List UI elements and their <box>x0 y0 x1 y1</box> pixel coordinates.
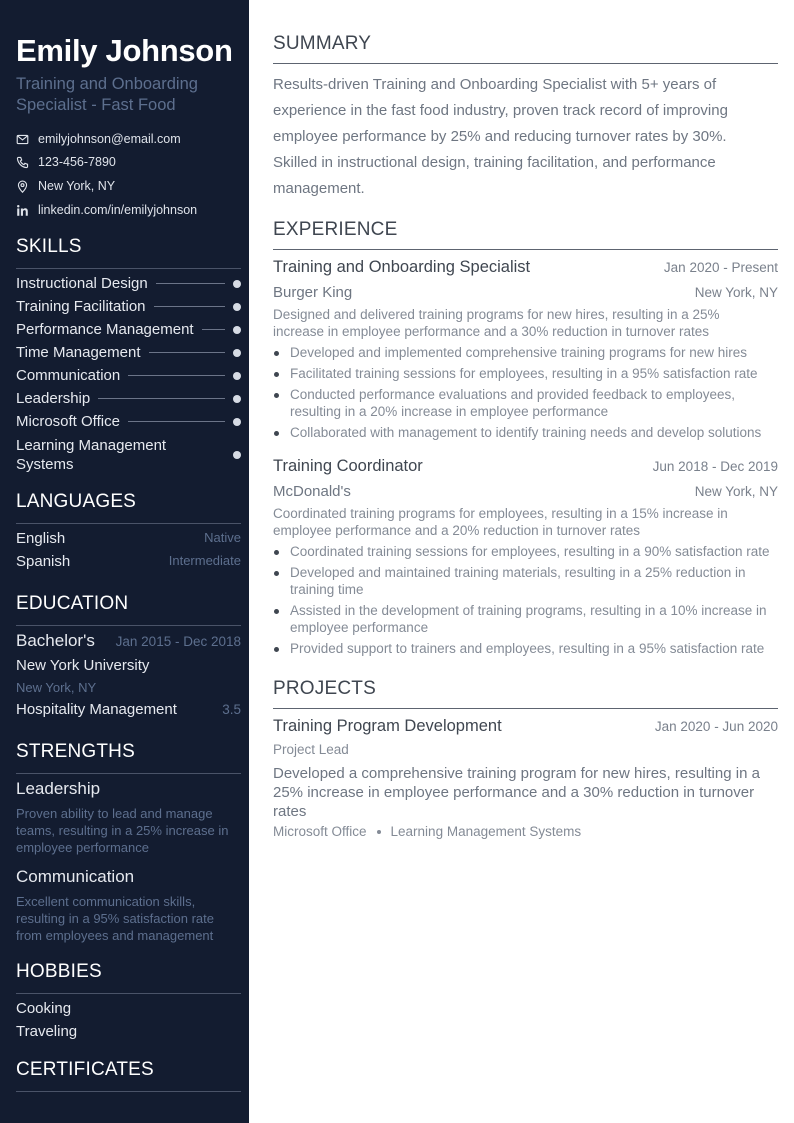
hobbies-heading: HOBBIES <box>16 961 241 994</box>
candidate-name: Emily Johnson <box>16 33 233 68</box>
job-bullet: Developed and implemented comprehensive training programs for new hires <box>273 344 778 361</box>
job-bullet: Provided support to trainers and employees, resulting in a 95% satisfaction rate <box>273 640 778 657</box>
education-degree: Bachelor's <box>16 631 95 650</box>
project-tool: Learning Management Systems <box>390 824 582 839</box>
job-description: Coordinated training programs for employees, resulting in a 15% increase in employee performance and a 20% reduction in turnover rates <box>273 506 728 538</box>
education-field-row <box>16 701 241 718</box>
project-description: Developed a comprehensive training program for new hires, resulting in a 25% increase in employee performance and a 30% reduction in turnover rates <box>273 765 760 820</box>
skills-heading: SKILLS <box>16 236 241 269</box>
linkedin-icon <box>16 204 29 217</box>
job-bullet: Facilitated training sessions for employees, resulting in a 95% satisfaction rate <box>273 365 778 382</box>
skill-divider <box>98 398 225 399</box>
skill-label: Leadership <box>16 390 91 407</box>
skill-divider <box>128 375 225 376</box>
experience-heading: EXPERIENCE <box>273 219 778 250</box>
phone-icon <box>16 156 29 169</box>
education-location-row <box>16 680 241 695</box>
skill-item <box>16 367 241 384</box>
skill-item <box>16 321 241 338</box>
education-degree-row <box>16 631 241 651</box>
education-gpa: 3.5 <box>222 702 241 717</box>
skill-label: Instructional Design <box>16 275 148 292</box>
strength-title: Leadership <box>16 779 101 798</box>
contact-location-text: New York, NY <box>38 179 116 193</box>
language-name: Spanish <box>16 553 71 570</box>
summary-text: Results-driven Training and Onboarding Specialist with 5+ years of experience in the fast food industry, proven track record of improving employee performance by 25% and reducing turnover rates by 30%. Skilled in instructional design, training facilitation, and performance management. <box>273 76 728 197</box>
job-bullet: Assisted in the development of training programs, resulting in a 10% increase in employee performance <box>273 602 778 636</box>
strength-desc: Excellent communication skills, resulting in a 95% satisfaction rate from employees and management <box>16 894 214 943</box>
job-role: Training and Onboarding Specialist <box>273 258 531 276</box>
project-header <box>273 717 778 736</box>
hobby-item: Traveling <box>16 1023 78 1040</box>
skill-item <box>16 436 241 474</box>
certificates-heading: CERTIFICATES <box>16 1059 241 1092</box>
job-company-row <box>273 483 778 500</box>
skill-divider <box>149 352 226 353</box>
job-bullet: Coordinated training sessions for employees, resulting in a 90% satisfaction rate <box>273 543 778 560</box>
job-role: Training Coordinator <box>273 457 423 475</box>
skill-divider <box>194 455 225 456</box>
contact-phone-text: 123-456-7890 <box>38 155 116 169</box>
project-tool: Microsoft Office <box>273 824 367 839</box>
job-bullets <box>273 543 778 661</box>
summary-heading: SUMMARY <box>273 33 778 64</box>
job-description: Designed and delivered training programs for new hires, resulting in a 25% increase in employee performance and a 30% reduction in turnover rates <box>273 307 720 339</box>
contact-email[interactable] <box>16 132 181 146</box>
language-row <box>16 530 241 547</box>
skill-divider <box>154 306 226 307</box>
skill-item <box>16 390 241 407</box>
skill-divider <box>128 421 225 422</box>
project-dates: Jan 2020 - Jun 2020 <box>654 719 778 734</box>
job-header <box>273 258 778 277</box>
skill-level-dot <box>233 418 241 426</box>
skill-item <box>16 413 241 430</box>
skill-label: Performance Management <box>16 321 194 338</box>
skill-level-dot <box>233 280 241 288</box>
location-pin-icon <box>16 180 29 193</box>
skill-item <box>16 275 241 292</box>
skill-divider <box>156 283 225 284</box>
skill-level-dot <box>233 372 241 380</box>
education-school-row <box>16 657 241 674</box>
skill-level-dot <box>233 303 241 311</box>
skill-level-dot <box>233 451 241 459</box>
skill-label: Microsoft Office <box>16 413 120 430</box>
strength-desc: Proven ability to lead and manage teams, resulting in a 25% increase in employee performance <box>16 806 229 855</box>
job-company: Burger King <box>273 284 353 301</box>
contact-location <box>16 179 115 193</box>
skill-label: Time Management <box>16 344 141 361</box>
strength-title: Communication <box>16 867 135 886</box>
skill-divider <box>202 329 225 330</box>
contact-linkedin[interactable] <box>16 203 197 217</box>
language-level: Intermediate <box>168 553 241 568</box>
skill-label: Training Facilitation <box>16 298 146 315</box>
skill-label: Learning Management Systems <box>16 437 167 473</box>
skill-level-dot <box>233 326 241 334</box>
contact-phone[interactable] <box>16 155 116 169</box>
contact-email-text: emilyjohnson@email.com <box>38 132 181 146</box>
education-school: New York University <box>16 657 150 674</box>
projects-heading: PROJECTS <box>273 678 778 709</box>
project-role: Project Lead <box>273 742 349 757</box>
mail-icon <box>16 133 29 146</box>
job-company-row <box>273 284 778 301</box>
job-bullets <box>273 344 778 445</box>
education-field: Hospitality Management <box>16 701 177 718</box>
job-bullet: Collaborated with management to identify training needs and develop solutions <box>273 424 778 441</box>
job-company: McDonald's <box>273 483 351 500</box>
education-dates: Jan 2015 - Dec 2018 <box>115 634 241 649</box>
education-location: New York, NY <box>16 680 97 695</box>
education-heading: EDUCATION <box>16 593 241 626</box>
candidate-title: Training and Onboarding Specialist - Fast Food <box>16 75 198 114</box>
job-header <box>273 457 778 476</box>
contact-linkedin-text: linkedin.com/in/emilyjohnson <box>38 203 198 217</box>
job-location: New York, NY <box>694 285 778 300</box>
project-tools <box>273 824 581 839</box>
language-row <box>16 553 241 570</box>
languages-heading: LANGUAGES <box>16 491 241 524</box>
job-dates: Jan 2020 - Present <box>663 260 778 275</box>
tool-separator-dot <box>377 830 381 834</box>
skill-label: Communication <box>16 367 121 384</box>
job-dates: Jun 2018 - Dec 2019 <box>652 459 778 474</box>
language-level: Native <box>204 530 241 545</box>
job-location: New York, NY <box>694 484 778 499</box>
skill-item <box>16 344 241 361</box>
project-role-row <box>273 742 778 757</box>
project-title: Training Program Development <box>273 717 502 735</box>
skill-level-dot <box>233 395 241 403</box>
skill-item <box>16 298 241 315</box>
hobby-item: Cooking <box>16 1000 72 1017</box>
language-name: English <box>16 530 66 547</box>
job-bullet: Conducted performance evaluations and provided feedback to employees, resulting in a 20% increase in employee performance <box>273 386 778 420</box>
skill-level-dot <box>233 349 241 357</box>
job-bullet: Developed and maintained training materials, resulting in a 25% reduction in training time <box>273 564 778 598</box>
strengths-heading: STRENGTHS <box>16 741 241 774</box>
